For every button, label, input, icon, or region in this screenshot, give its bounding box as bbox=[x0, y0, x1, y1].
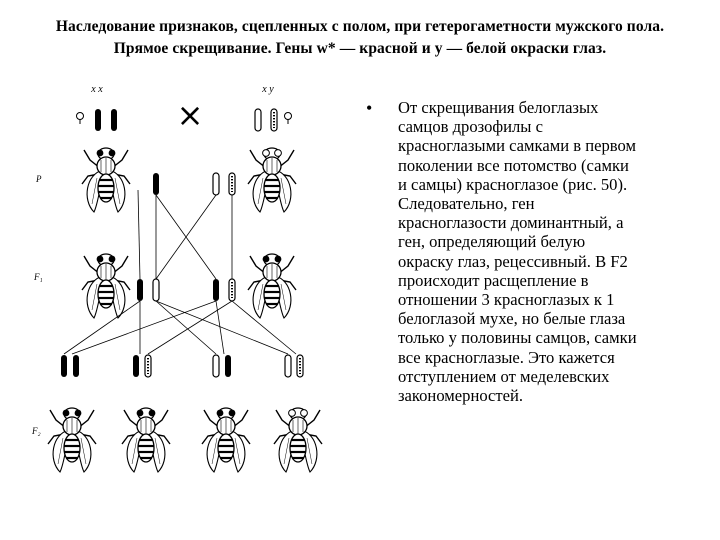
body-line: отступлением от меделевских bbox=[398, 366, 610, 386]
fly-f2-1 bbox=[48, 408, 96, 472]
f2-chromosomes bbox=[61, 355, 303, 377]
title-line-2: Прямое скрещивание. Гены w* — красной и у — белой окраски глаз. bbox=[113, 40, 607, 57]
cross-lines-p-f1 bbox=[138, 190, 232, 279]
body-line: окраску глаз, рецессивный. В F2 bbox=[398, 251, 628, 271]
label-xy: x y bbox=[262, 84, 274, 95]
body-line: происходит расщепление в bbox=[398, 270, 589, 290]
inheritance-diagram bbox=[20, 80, 350, 540]
gen-label-p: P bbox=[36, 174, 42, 184]
fly-parent-female bbox=[82, 148, 130, 212]
body-line: ген, определяющий белую bbox=[398, 232, 586, 252]
parent-chromosomes-female bbox=[77, 109, 118, 131]
fly-f2-3 bbox=[202, 408, 250, 472]
fly-f1-male bbox=[248, 254, 296, 318]
body-line: поколении все потомство (самки bbox=[398, 155, 629, 175]
bullet-marker: • bbox=[366, 98, 373, 118]
slide-title bbox=[0, 16, 720, 60]
cross-symbol: × bbox=[176, 96, 204, 134]
body-line: белоглазой мухе, но белые глаза bbox=[398, 309, 626, 329]
body-line: самцов дрозофилы с bbox=[398, 117, 543, 137]
body-line: только у половины самцов, самки bbox=[398, 328, 637, 348]
body-line: все красноглазые. Это кажется bbox=[398, 347, 615, 367]
fly-f1-female bbox=[82, 254, 130, 318]
body-line: и самцы) красноглазое (рис. 50). bbox=[398, 174, 628, 194]
fly-f2-4 bbox=[274, 408, 322, 472]
label-xx: x x bbox=[91, 84, 103, 95]
body-line: закономерностей. bbox=[398, 386, 524, 406]
body-text bbox=[398, 98, 698, 405]
body-line: Следовательно, ген bbox=[398, 194, 535, 214]
body-line: От скрещивания белоглазых bbox=[398, 98, 599, 117]
gen-label-f2: F₂ bbox=[32, 426, 41, 436]
gen-label-f1: F₁ bbox=[34, 272, 43, 282]
body-line: отношении 3 красноглазых к 1 bbox=[398, 290, 615, 310]
body-line: красноглазости доминантный, а bbox=[398, 213, 624, 233]
title-line-1: Наследование признаков, сцепленных с полом, при гетерогаметности мужского пола. bbox=[55, 18, 665, 35]
parent-chromosomes-male bbox=[255, 109, 292, 131]
fly-f2-2 bbox=[122, 408, 170, 472]
body-line: красноглазыми самками в первом bbox=[398, 136, 636, 156]
fly-parent-male bbox=[248, 148, 296, 212]
